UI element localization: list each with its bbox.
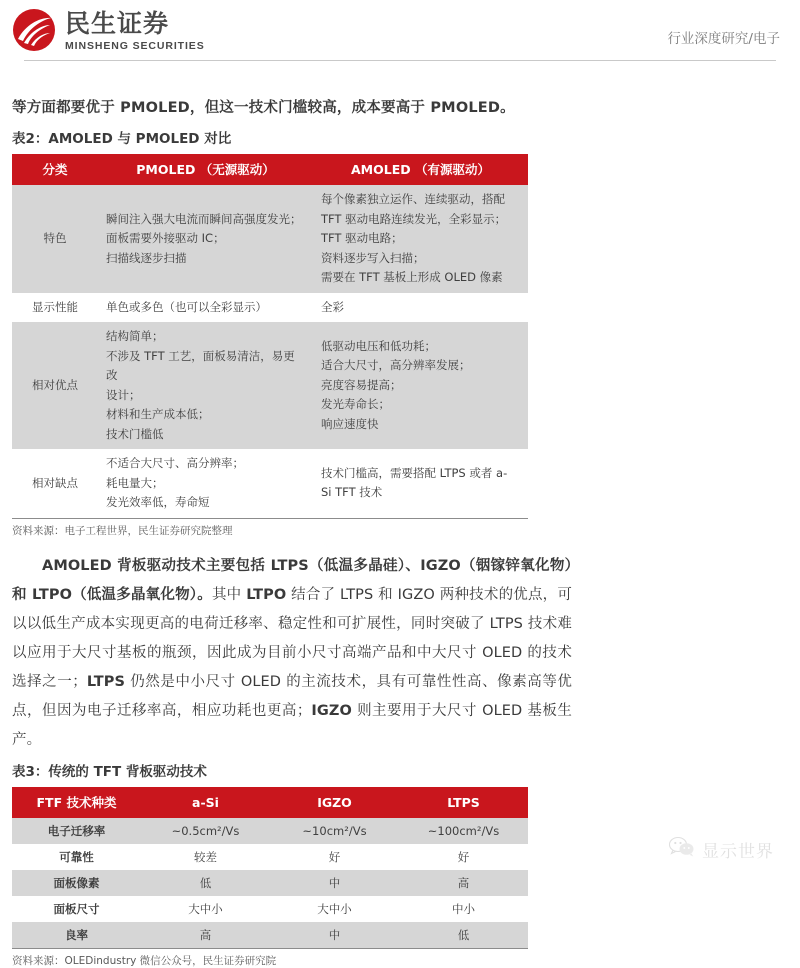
cell-text-line: Si TFT 技术 [321, 485, 383, 500]
table3-cell-value-2: 低 [457, 927, 470, 942]
paragraph-plain-3: 仍然是中小尺寸 OLED 的主流技术，具有可靠性性高、像素高等优点，但因为电子迁移率高，相应功耗也更高； [12, 673, 572, 719]
table2-cell-amoled [313, 185, 528, 293]
page-header [0, 0, 800, 70]
cell-text-line: 耗电量大； [106, 475, 164, 490]
table-amoled-vs-pmoled [12, 154, 528, 518]
table3-cell-label: 可靠性 [59, 849, 94, 864]
watermark-label: 显示世界 [702, 842, 774, 862]
intro-paragraph: 等方面都要优于 PMOLED，但这一技术门槛较高，成本要高于 PMOLED。 [12, 100, 515, 116]
cell-text-line: 瞬间注入强大电流而瞬间高强度发光； [106, 211, 302, 226]
header-divider [24, 60, 776, 61]
cell-text-line: 需要在 TFT 基板上形成 OLED 像素 [321, 270, 503, 284]
table3-cell-value-1: 中 [328, 875, 341, 890]
table-row [12, 818, 528, 844]
table2-cell-category: 显示性能 [32, 299, 78, 314]
table3-cell-label: 良率 [65, 927, 88, 942]
table2-cell-category: 特色 [43, 231, 67, 245]
wechat-icon [669, 836, 695, 863]
table-row [12, 870, 528, 896]
cell-text-line: 材料和生产成本低； [106, 407, 210, 421]
table2-header-pmoled-line1: PMOLED [136, 162, 196, 177]
paragraph-plain-4: 则主要用于大尺寸 OLED 基板生产。 [12, 702, 572, 748]
paragraph-bold-4: IGZO [311, 702, 352, 719]
table2-cell-amoled [313, 449, 528, 518]
cell-text-line: 不涉及 TFT 工艺，面板易清洁，易更改 [106, 348, 295, 382]
table3-cell-value-1: 大中小 [317, 901, 352, 916]
table2-cell-pmoled [98, 322, 313, 449]
amoled-backplane-paragraph [12, 552, 572, 755]
cell-text-line: 每个像素独立运作、连续驱动，搭配 [321, 192, 505, 206]
table-row [12, 322, 528, 449]
table-row [12, 922, 528, 948]
cell-text-line: 扫描线逐步扫描 [106, 250, 187, 265]
cell-text-line: 全彩 [321, 299, 344, 314]
table3-cell-value-0: ~0.5cm²/Vs [171, 823, 240, 838]
table3-source: 资料来源：OLEDindustry 微信公众号，民生证券研究院 [12, 948, 528, 968]
table-row [12, 293, 528, 323]
table3-cell-value-1: ~10cm²/Vs [302, 823, 367, 838]
table3-cell-value-0: 较差 [194, 849, 217, 864]
header-section-label: 行业深度研究/电子 [667, 31, 780, 47]
table3-cell-value-2: ~100cm²/Vs [427, 823, 500, 838]
table2-cell-amoled [313, 322, 528, 449]
table2-cell-pmoled [98, 185, 313, 293]
brand-name-en: MINSHENG SECURITIES [65, 39, 205, 52]
table2-header-amoled-line2: （有源驱动） [414, 162, 490, 177]
table-tft-backplane-tech [12, 787, 528, 948]
table2-cell-pmoled [98, 449, 313, 518]
cell-text-line: 亮度容易提高； [321, 377, 402, 392]
table3-header-cell-0: FTF 技术种类 [12, 787, 141, 818]
table-row [12, 185, 528, 293]
cell-text-line: 技术门槛高，需要搭配 LTPS 或者 a- [321, 465, 508, 480]
table3-cell-label: 电子迁移率 [47, 823, 106, 838]
table2-source: 资料来源：电子工程世界，民生证券研究院整理 [12, 518, 528, 538]
table2-cell-pmoled [98, 293, 313, 323]
table3-caption: 表3：传统的 TFT 背板驱动技术 [12, 763, 207, 780]
watermark [669, 836, 774, 863]
cell-text-line: 响应速度快 [321, 416, 379, 431]
table2-header-category: 分类 [12, 154, 98, 185]
paragraph-bold-2: LTPO [246, 586, 287, 603]
cell-text-line: 面板需要外接驱动 IC； [106, 231, 225, 245]
table3-cell-value-0: 高 [199, 927, 212, 942]
cell-text-line: 结构简单； [106, 329, 164, 343]
table3-cell-value-2: 好 [457, 849, 470, 864]
table3-header-cell-2: IGZO [270, 787, 399, 818]
table2-cell-amoled [313, 293, 528, 323]
table-row [12, 449, 528, 518]
table3-header-row [12, 787, 528, 818]
table3-cell-value-0: 低 [199, 875, 212, 890]
minsheng-logo-icon [12, 8, 56, 52]
table-row [12, 896, 528, 922]
cell-text-line: 适合大尺寸，高分辨率发展； [321, 358, 471, 373]
table2-cell-category: 相对缺点 [32, 475, 78, 490]
table3-header-cell-3: LTPS [399, 787, 528, 818]
table3-cell-value-1: 中 [328, 927, 341, 942]
table3-cell-label: 面板像素 [53, 875, 100, 890]
table3-cell-value-0: 大中小 [188, 901, 223, 916]
table2-header-amoled-line1: AMOLED [351, 162, 411, 177]
table2-header-amoled [313, 154, 528, 185]
table-row [12, 844, 528, 870]
paragraph-bold-3: LTPS [86, 673, 126, 690]
table2-header-pmoled [98, 154, 313, 185]
cell-text-line: 技术门槛低 [106, 426, 164, 441]
table3-header-cell-1: a-Si [141, 787, 270, 818]
table2-header-pmoled-line2: （无源驱动） [199, 162, 275, 177]
cell-text-line: 低驱动电压和低功耗； [321, 338, 436, 353]
table3-cell-value-2: 中小 [452, 901, 475, 916]
cell-text-line: 单色或多色（也可以全彩显示） [106, 299, 267, 314]
cell-text-line: TFT 驱动电路连续发光，全彩显示； [321, 211, 507, 226]
brand-name-cn: 民生证券 [65, 8, 170, 38]
table2-caption: 表2：AMOLED 与 PMOLED 对比 [12, 131, 232, 147]
cell-text-line: 发光效率低，寿命短 [106, 495, 210, 509]
table2-header-row [12, 154, 528, 185]
paragraph-bold-1: AMOLED 背板驱动技术主要包括 LTPS（低温多晶硅）、IGZO（铟镓锌氧化物）和 LTPO（低温多晶氧化物）。 [12, 557, 572, 603]
cell-text-line: TFT 驱动电路； [321, 231, 403, 245]
paragraph-plain-2: 结合了 LTPS 和 IGZO 两种技术的优点，可以以低生产成本实现更高的电荷迁移率、稳定性和可扩展性，同时突破了 LTPS 技术难以应用于大尺寸基板的瓶颈，因此成为目前小尺寸高端产品和中大尺寸 OLED 的技术选择之一； [12, 586, 572, 690]
brand-logo [12, 0, 205, 52]
cell-text-line: 设计； [106, 387, 141, 402]
cell-text-line: 发光寿命长； [321, 397, 390, 412]
paragraph-plain-1: 其中 [211, 586, 247, 603]
cell-text-line: 资料逐步写入扫描； [321, 250, 425, 265]
table3-cell-value-1: 好 [328, 849, 341, 864]
cell-text-line: 不适合大尺寸、高分辨率； [106, 456, 244, 470]
table2-cell-category: 相对优点 [32, 377, 78, 392]
table3-cell-label: 面板尺寸 [53, 901, 100, 916]
brand-text [65, 9, 205, 52]
table3-cell-value-2: 高 [457, 875, 470, 890]
